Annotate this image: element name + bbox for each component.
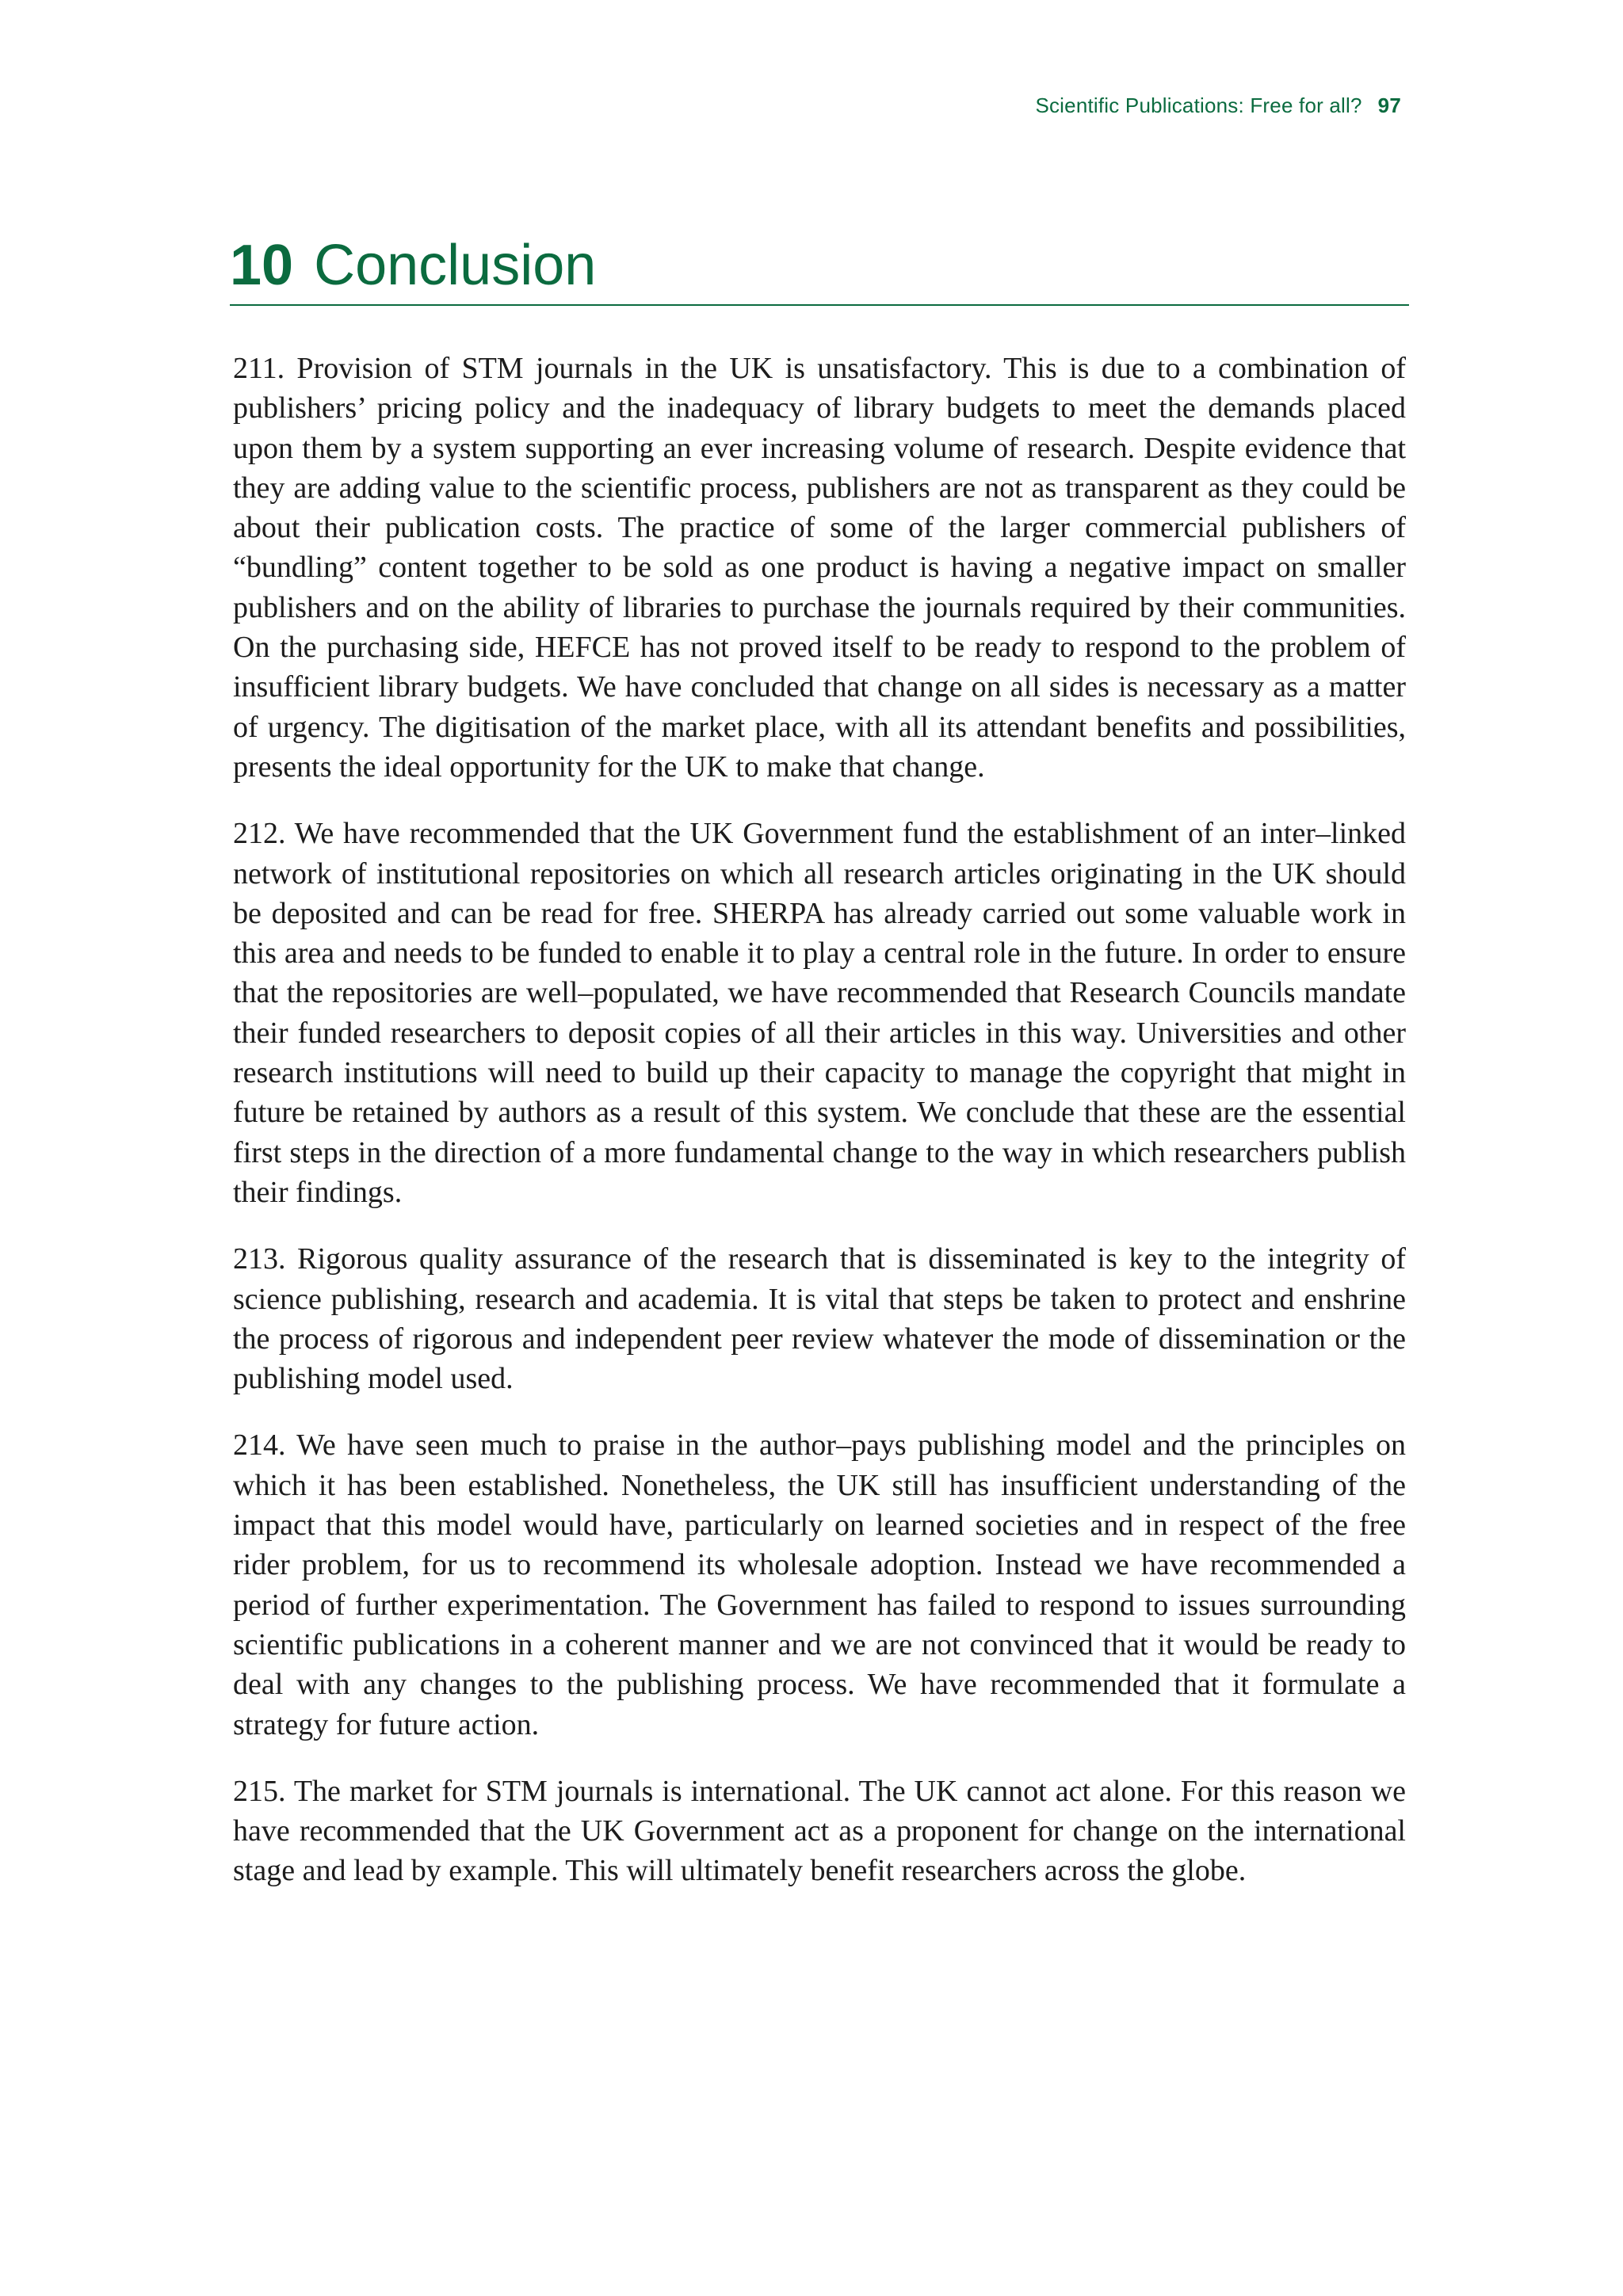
paragraph-215: 215. The market for STM journals is international. The UK cannot act alone. For this reason we have recommended that the UK Government act as a proponent for change on the international stage and lead by example. This will ultimately benefit researchers across the globe. xyxy=(233,1774,1406,1888)
paragraph-212: 212. We have recommended that the UK Government fund the establishment of an inter–linked network of institutional repositories on which all research articles originating in the UK should be deposited and can be read for free. SHERPA has already carried out some valuable work in this area and needs to be funded to enable it to play a central role in the future. In order to ensure that the repositories are well–populated, we have recommended that Research Councils mandate their funded researchers to deposit copies of all their articles in this way. Universities and other research institutions will need to build up their capacity to manage the copyright that might in future be retained by authors as a result of this system. We conclude that these are the essential first steps in the direction of a more fundamental change to the way in which researchers publish their findings. xyxy=(233,817,1406,1209)
chapter-title: Conclusion xyxy=(314,234,597,297)
paragraph-214: 214. We have seen much to praise in the author–pays publishing model and the principles on which it has been established. Nonetheless, the UK still has insufficient understanding of the impact that this model would have, particularly on learned societies and in respect of the free rider problem, for us to recommend its wholesale adoption. Instead we have recommended a period of further experimentation. The Government has failed to respond to issues surrounding scientific publications in a coherent manner and we are not convinced that it would be ready to deal with any changes to the publishing process. We have recommended that it formulate a strategy for future action. xyxy=(233,1428,1406,1741)
running-header-title: Scientific Publications: Free for all? xyxy=(1035,93,1362,117)
paragraph-213: 213. Rigorous quality assurance of the research that is disseminated is key to the integrity of science publishing, research and academia. It is vital that steps be taken to protect and enshrine the process of rigorous and independent peer review whatever the mode of dissemination or the publishing model used. xyxy=(233,1242,1406,1396)
body-text xyxy=(233,349,1406,1918)
page-number: 97 xyxy=(1377,93,1401,117)
paragraph-211: 211. Provision of STM journals in the UK is unsatisfactory. This is due to a combination of publishers’ pricing policy and the inadequacy of library budgets to meet the demands placed upon them by a system supporting an ever increasing volume of research. Despite evidence that they are adding value to the scientific process, publishers are not as transparent as they could be about their publication costs. The practice of some of the larger commercial publishers of “bundling” content together to be sold as one product is having a negative impact on smaller publishers and on the ability of libraries to purchase the journals required by their communities. On the purchasing side, HEFCE has not proved itself to be ready to respond to the problem of insufficient library budgets. We have concluded that change on all sides is necessary as a matter of urgency. The digitisation of the market place, with all its attendant benefits and possibilities, presents the ideal opportunity for the UK to make that change. xyxy=(233,352,1406,784)
running-header xyxy=(1035,93,1401,118)
chapter-heading xyxy=(230,231,1409,306)
chapter-number: 10 xyxy=(230,234,294,297)
